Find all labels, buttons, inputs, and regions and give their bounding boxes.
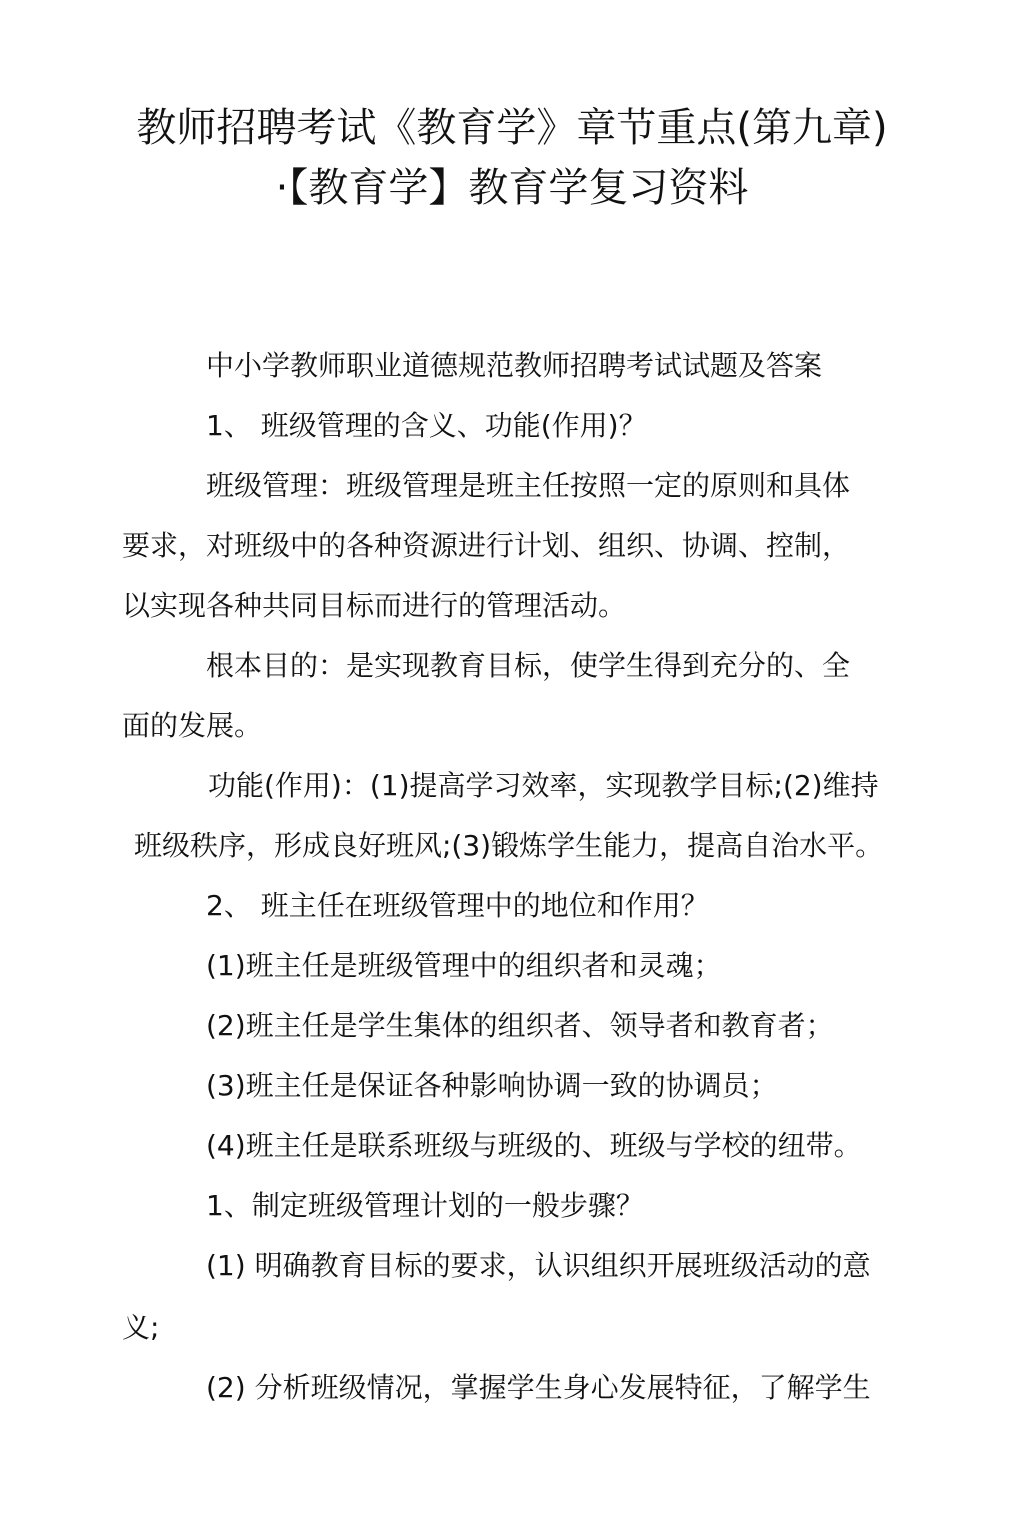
paragraph-line: 根本目的：是实现教育目标，使学生得到充分的、全 <box>206 649 851 682</box>
list-item: (4)班主任是联系班级与班级的、班级与学校的纽带。 <box>206 1129 862 1162</box>
list-item: (1)班主任是班级管理中的组织者和灵魂； <box>206 949 722 982</box>
question-heading: 1、 班级管理的含义、功能(作用)？ <box>206 409 647 442</box>
document-title-line-2: ·【教育学】教育学复习资料 <box>275 165 749 211</box>
paragraph-line: 中小学教师职业道德规范教师招聘考试试题及答案 <box>206 349 823 382</box>
paragraph-line: 班级管理：班级管理是班主任按照一定的原则和具体 <box>206 469 851 502</box>
question-heading: 1、制定班级管理计划的一般步骤？ <box>206 1189 644 1222</box>
list-item: (2)班主任是学生集体的组织者、领导者和教育者； <box>206 1009 834 1042</box>
list-item: (2) 分析班级情况，掌握学生身心发展特征，了解学生 <box>206 1371 871 1404</box>
paragraph-line: 义; <box>122 1311 160 1344</box>
list-item: (1) 明确教育目标的要求，认识组织开展班级活动的意 <box>206 1249 871 1282</box>
list-item: (3)班主任是保证各种影响协调一致的协调员； <box>206 1069 778 1102</box>
paragraph-line: 以实现各种共同目标而进行的管理活动。 <box>122 589 627 622</box>
paragraph-line: 面的发展。 <box>122 709 263 742</box>
paragraph-line: 要求，对班级中的各种资源进行计划、组织、协调、控制， <box>122 529 851 562</box>
paragraph-line: 班级秩序，形成良好班风;(3)锻炼学生能力，提高自治水平。 <box>134 829 884 862</box>
paragraph-line: 功能(作用)：(1)提高学习效率，实现教学目标;(2)维持 <box>208 769 879 802</box>
question-heading: 2、 班主任在班级管理中的地位和作用？ <box>206 889 709 922</box>
document-title-line-1: 教师招聘考试《教育学》章节重点(第九章) <box>136 105 888 151</box>
